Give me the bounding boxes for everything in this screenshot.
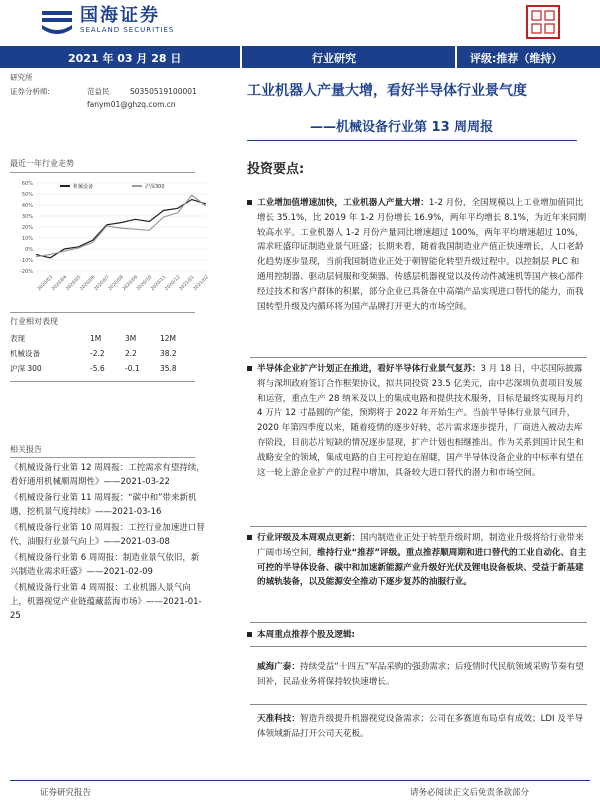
row-1m: -5.6 xyxy=(90,364,105,373)
section-rule xyxy=(10,381,195,382)
x-tick-label: 2020/08 xyxy=(107,274,125,292)
table-header-row xyxy=(10,331,200,346)
point-semiconductor xyxy=(257,362,587,480)
related-section-title: 相关报告 xyxy=(10,445,42,454)
section-separator xyxy=(250,646,587,647)
report-subtitle: ——机械设备行业第 13 周周报 xyxy=(310,120,494,135)
pick-tianzhun xyxy=(257,712,587,742)
logo-en-text: SEALAND SECURITIES xyxy=(80,26,175,34)
y-tick-label: 50% xyxy=(21,192,33,198)
related-report-item[interactable]: 《机械设备行业第 10 周周报：工控行业加速进口替代，油服行业景气向上》——2021-03-08 xyxy=(10,523,205,547)
header-divider xyxy=(240,46,242,68)
pick-weihai xyxy=(257,660,587,690)
x-tick-label: 2020/07 xyxy=(93,274,111,292)
header-divider xyxy=(455,46,457,68)
trend-chart xyxy=(10,175,210,295)
point-text: 国内制造业正处于转型升级时期，制造业升级将给行业带来广阔市场空间， xyxy=(257,533,584,558)
key-points-heading: 投资要点: xyxy=(247,162,305,177)
report-type: 行业研究 xyxy=(312,52,356,65)
point-lead: 行业评级及本周观点更新： xyxy=(257,533,361,543)
point-lead: 半导体企业扩产计划正在推进，看好半导体行业景气复苏： xyxy=(257,364,481,374)
related-reports-list xyxy=(10,461,205,625)
header-cell: 12M xyxy=(160,334,177,343)
y-tick-label: 40% xyxy=(21,203,33,209)
related-report-item[interactable]: 《机械设备行业第 4 周周报：工业机器人景气向上，机器视觉产业链蕴藏蓝海市场》——2021-01-25 xyxy=(10,583,202,621)
related-report-item[interactable]: 《机械设备行业第 11 周周报：“碳中和”带来新机遇，挖机景气度持续》——2021-03-16 xyxy=(10,493,197,517)
bullet-icon xyxy=(247,535,252,540)
header-bar xyxy=(0,46,600,68)
y-tick-label: -10% xyxy=(20,258,33,264)
x-tick-label: 2020/05 xyxy=(65,274,83,292)
bullet-icon xyxy=(247,366,252,371)
page-footer xyxy=(0,780,600,800)
footer-rule xyxy=(10,780,590,781)
footer-left: 证券研究报告 xyxy=(40,788,92,798)
legend-label: 沪深300 xyxy=(145,184,165,190)
performance-section-title: 行业相对表现 xyxy=(10,317,58,326)
related-report-item[interactable]: 《机械设备行业第 12 周周报：工控需求有望持续，看好通用机械顺周期性》——2021-03-22 xyxy=(10,463,205,487)
point-lead: 工业增加值增速加快，工业机器人产量大增： xyxy=(257,198,429,208)
analyst-email[interactable]: fanym01@ghzq.com.cn xyxy=(87,100,176,109)
performance-table xyxy=(10,331,200,376)
x-tick-label: 2020/10 xyxy=(136,274,154,292)
point-text-bold: 维持行业“推荐”评级。重点推荐顺周期和进口替代的工业自动化、自主可控的半导体设备、碳中和加速新能源产业升级好光伏及锂电设备板块、受益于新基建的城轨装备，以及能源安全推动下逐步复苏的油服行业。 xyxy=(257,547,587,588)
seal-stamp-icon xyxy=(526,5,560,39)
company-logo xyxy=(40,6,174,35)
pick-text: 持续受益“十四五”军品采购的强劲需求；后疫情时代民航领域采购节奏有望回补，民品业务将保持较快速增长。 xyxy=(257,662,584,687)
row-12m: 38.2 xyxy=(160,349,177,358)
section-separator xyxy=(250,357,587,358)
x-tick-label: 2020/09 xyxy=(122,274,140,292)
legend-swatch xyxy=(60,185,70,187)
header-cell: 1M xyxy=(90,334,102,343)
x-tick-label: 2021/02 xyxy=(192,274,210,292)
section-separator xyxy=(250,526,587,527)
section-separator xyxy=(250,622,587,623)
x-tick-label: 2021/01 xyxy=(178,274,196,292)
chart-section-title: 最近一年行业走势 xyxy=(10,159,74,168)
x-tick-label: 2020/04 xyxy=(51,274,69,292)
x-tick-label: 2020/03 xyxy=(37,274,55,292)
row-3m: 2.2 xyxy=(125,349,137,358)
y-tick-label: 10% xyxy=(21,236,33,242)
institute-label: 研究所 xyxy=(10,73,33,82)
row-3m: -0.1 xyxy=(125,364,140,373)
y-tick-label: 20% xyxy=(21,225,33,231)
point-rating-update xyxy=(257,531,587,590)
footer-right: 请务必阅读正文后免责条款部分 xyxy=(410,788,530,798)
logo-emblem-icon xyxy=(40,7,74,35)
section-rule xyxy=(10,312,195,313)
point-text: 1-2 月份，全国规模以上工业增加值同比增长 35.1%，比 2019 年 1-2 月份增长 16.9%，两年平均增长 8.1%，为近年来同期较高水平。工业机器人 1-2 月份产量同比增速超过 100%，两年平均增速超过 10%，需求旺盛印证制造业景气旺盛；长期来看，随着我国制造业产值正快速增长，人口老龄化趋势逐步显现，当前我国制造业正处于朝智能化转型升级过程中。以控制层 PLC 和通用控制器、驱动层伺服和变频器、传感层机器视觉以及传动件减速机等国产核心部件经过技术和客户群体的积累，部分企业已具备在中高端产品实现进口替代的能力，而我国转型升级及内循环将为国产品牌打开更大的市场空间。 xyxy=(257,198,587,312)
y-tick-label: 30% xyxy=(21,214,33,220)
point-text: 3 月 18 日，中芯国际披露将与深圳政府签订合作框架协议，拟共同投资 23.5 亿美元，由中芯深圳负责项目发展和运营，重点生产 28 纳米及以上的集成电路和提供技术服务，目标是最终实现每月约 4 万片 12 寸晶圆的产能，预期将于 2022 年开始生产。当前半导体行业景气回升，2020 年第四季度以来，随着疫情的逐步好转，芯片需求逐步提升，厂商进入被动去库存阶段，目前芯片短缺的情况逐步显现，扩产计划也相继推出。作为关系到国计民生和战略安全的领域，集成电路的自主可控迫在眉睫，国产半导体设备企业的中标率有望在这一轮上游企业扩产的过程中增加，具备较大进口替代的潜力和市场空间。 xyxy=(257,364,584,478)
analyst-license: S0350519100001 xyxy=(130,87,197,96)
point-stock-picks xyxy=(257,628,587,643)
pick-name: 威海广泰： xyxy=(257,662,300,672)
bullet-icon xyxy=(247,200,252,205)
y-tick-label: 60% xyxy=(21,181,33,187)
analyst-name: 范益民 xyxy=(87,87,110,96)
row-name: 沪深 300 xyxy=(10,364,42,373)
report-title: 工业机器人产量大增，看好半导体行业景气度 xyxy=(247,83,527,99)
section-rule xyxy=(10,172,195,173)
bullet-icon xyxy=(247,632,252,637)
row-12m: 35.8 xyxy=(160,364,177,373)
header-cell: 3M xyxy=(125,334,137,343)
analyst-role: 证券分析师: xyxy=(10,87,51,96)
x-tick-label: 2020/06 xyxy=(79,274,97,292)
y-tick-label: -20% xyxy=(20,269,33,275)
header-cell: 表现 xyxy=(10,334,25,343)
series-line xyxy=(36,195,206,257)
table-row xyxy=(10,346,200,361)
report-date: 2021 年 03 月 28 日 xyxy=(68,52,182,65)
row-name: 机械设备 xyxy=(10,349,40,358)
point-lead: 本周重点推荐个股及逻辑: xyxy=(257,630,355,640)
point-industry-output xyxy=(257,196,587,314)
x-tick-label: 2020/11 xyxy=(150,274,168,292)
legend-label: 机械设备 xyxy=(73,184,94,190)
row-1m: -2.2 xyxy=(90,349,105,358)
x-tick-label: 2020/12 xyxy=(164,274,182,292)
legend-swatch xyxy=(132,185,142,187)
pick-name: 天准科技： xyxy=(257,714,300,724)
table-row xyxy=(10,361,200,376)
related-report-item[interactable]: 《机械设备行业第 6 周周报：制造业景气依旧，新兴制造业需求旺盛》——2021-02-09 xyxy=(10,553,200,577)
report-rating: 评级:推荐（维持） xyxy=(470,52,563,65)
y-tick-label: 0% xyxy=(25,247,33,253)
section-separator xyxy=(250,704,587,705)
pick-text: 智造升级提升机器视觉设备需求；公司在多赛道布局卓有成效；LDI 及半导体领域新品打开公司天花板。 xyxy=(257,714,584,739)
logo-cn-text: 国海证券 xyxy=(80,5,160,26)
section-rule xyxy=(10,457,195,458)
title-divider xyxy=(247,140,577,141)
